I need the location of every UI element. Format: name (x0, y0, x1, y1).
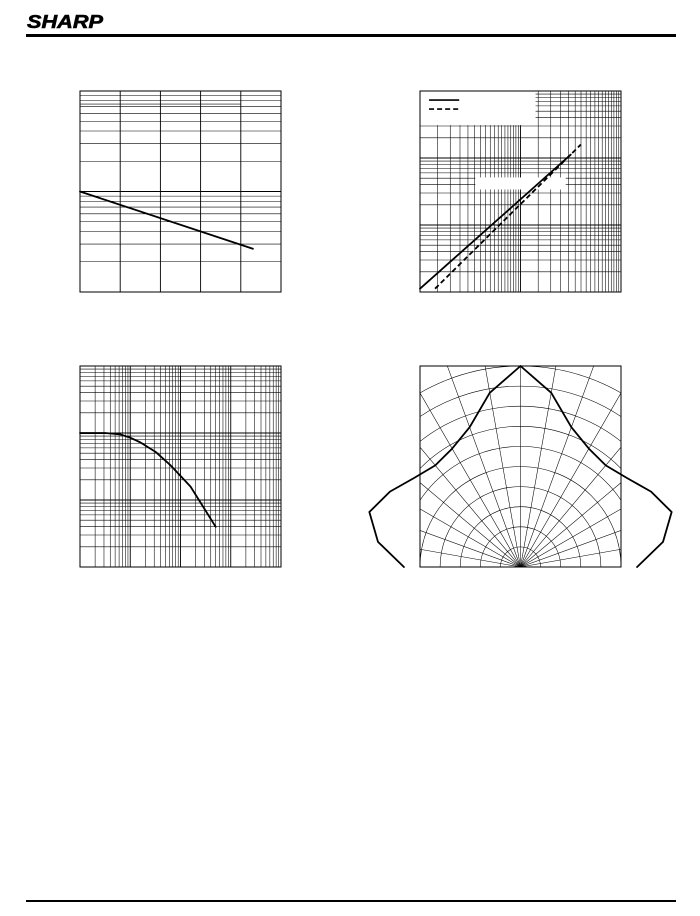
chart-4-spoke-50 (521, 309, 700, 567)
chart-1-curve (80, 192, 253, 249)
chart-2-legend-box (420, 91, 536, 125)
logo-text: SHARP (27, 12, 105, 32)
header-rule (26, 34, 676, 37)
chart-2 (420, 91, 621, 292)
chart-1 (80, 91, 281, 292)
chart-3 (80, 366, 281, 567)
chart-1-grid (80, 91, 281, 292)
sharp-logo (26, 9, 106, 33)
chart-3-grid (80, 366, 281, 567)
chart-2-label-box (475, 177, 565, 189)
chart-4 (420, 366, 621, 567)
chart-4-spoke-80 (521, 497, 700, 567)
chart-4-spoke-70 (521, 430, 700, 567)
chart-4-spoke--40 (262, 259, 520, 567)
footer-rule (26, 900, 676, 902)
chart-2-curve-solid (420, 155, 571, 289)
